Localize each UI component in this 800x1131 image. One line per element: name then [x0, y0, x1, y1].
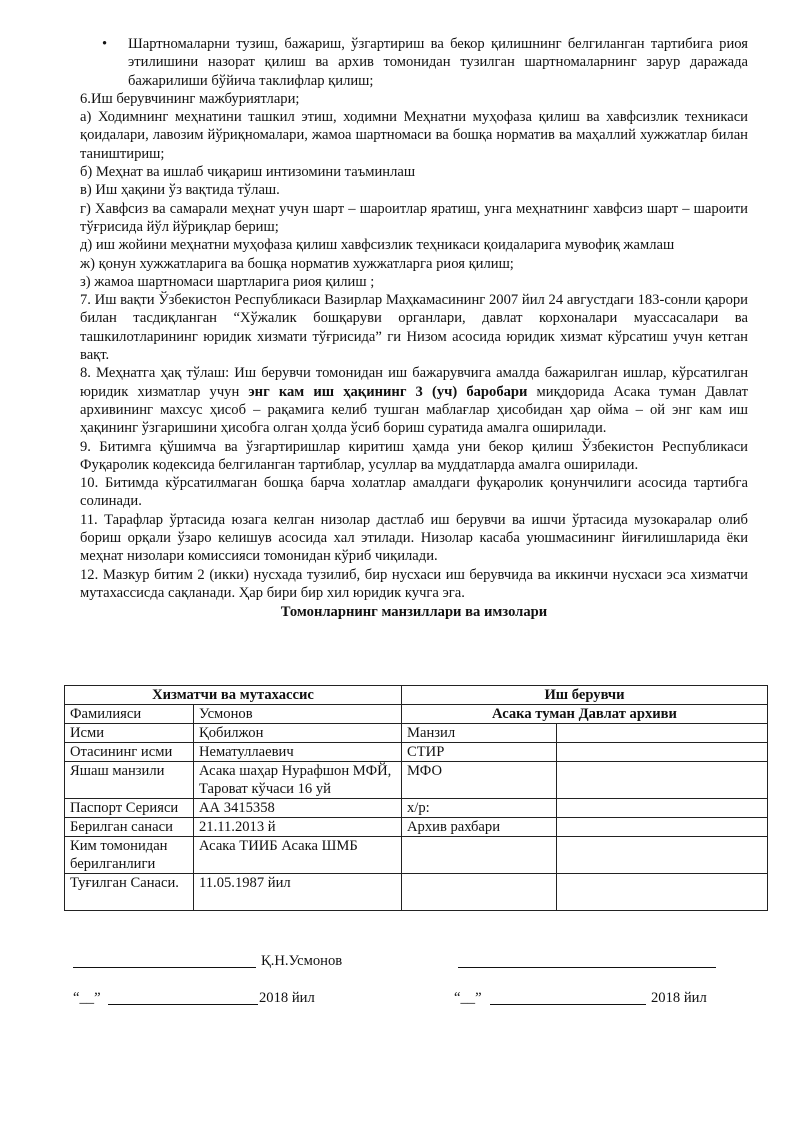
employer-name: Асака туман Давлат архиви: [402, 705, 768, 724]
employer-field-value: [557, 818, 768, 837]
table-row: [65, 799, 768, 818]
employer-field-value: [557, 762, 768, 799]
row-label: Отасининг исми: [65, 743, 194, 762]
right-date-day: “__”: [454, 990, 482, 1006]
row-label: Туғилган Санаси.: [65, 874, 194, 911]
section-8-text-end: миқдорида Асака туман Давлат архивининг махсус ҳисоб – рақамига келиб тушган маблағлар ҳисобидан ҳар ойма – ой энг кам иш ҳақининг ўзгаришини ҳисобга олган ҳолда ўсиб бориш суратида амалга оширилади.: [80, 383, 749, 437]
table-row: [65, 874, 768, 911]
row-value: Қобилжон: [194, 724, 402, 743]
employer-field-value: [557, 743, 768, 762]
section-6-v: в) Иш ҳақини ўз вақтида тўлаш.: [80, 182, 280, 199]
row-label: Паспорт Серияси: [65, 799, 194, 818]
section-8: [80, 364, 748, 437]
employer-field-label: [402, 874, 557, 911]
employer-field-label: Манзил: [402, 724, 557, 743]
section-6-g: г) Хавфсиз ва самарали меҳнат учун шарт – шароитлар яратиш, унга меҳнатнинг хавфсиз шарт – шароити тўғрисида йўл йўриқлар бериш;: [80, 200, 748, 235]
section-6-title: 6.Иш берувчининг мажбуриятлари;: [80, 90, 300, 107]
row-value: Асака шаҳар Нурафшон МФЙ, Тароват кўчаси 16 уй: [194, 762, 402, 799]
section-6-d: д) иш жойини меҳнатни муҳофаза қилиш хавфсизлик теҳникаси қоидаларига мувофиқ жамлаш: [80, 237, 675, 254]
employer-header: Иш берувчи: [402, 686, 768, 705]
bullet-item: [80, 35, 748, 90]
row-value: Асака ТИИБ Асака ШМБ: [194, 837, 402, 874]
employee-header: Хизматчи ва мутахассис: [65, 686, 402, 705]
section-7: 7. Иш вақти Ўзбекистон Республикаси Вазирлар Маҳкамасининг 2007 йил 24 августдаги 183-сонли қарори билан тасдиқланган “Хўжалик бошқаруви органлари, давлат корхоналари муассасалари ва ташкилотларининг юридик хизмати тўғрисида” ги Низом асосида юридик хизмат кўрсатиш учун кетган вақт.: [80, 292, 748, 364]
row-label: Ким томонидан берилганлиги: [65, 837, 194, 874]
section-8-bold-amount: энг кам иш ҳақининг 3 (уч) баробари: [248, 383, 528, 400]
addresses-title: Томонларнинг манзиллари ва имзолари: [280, 604, 548, 621]
section-6-b: б) Меҳнат ва ишлаб чиқариш интизомини таъминлаш: [80, 164, 416, 181]
employer-field-value: [557, 837, 768, 874]
section-11: 11. Тарафлар ўртасида юзага келган низолар дастлаб иш берувчи ва ишчи ўртасида музокаралар олиб бориш орқали ўзаро келишув асосида хал этилади. Низолар касаба уюшмасининг йиғилишларида ёки меҳнат низолари комиссияси томонидан кўриб чиқилади.: [80, 511, 748, 565]
employer-field-label: МФО: [402, 762, 557, 799]
section-6-a: а) Ходимнинг меҳнатини ташкил этиш, ходимни Меҳнатни муҳофаза қилиш ва хавфсизлик техникаси қоидалари, лавозим йўриқномалари, жамоа шартномаси ва бошқа норматив ва маҳаллий хужжатлар билан таништириш;: [80, 109, 748, 162]
table-row: [65, 762, 768, 799]
row-value: 21.11.2013 й: [194, 818, 402, 837]
row-value: АА 3415358: [194, 799, 402, 818]
employer-field-label: [402, 837, 557, 874]
section-10: 10. Битимда кўрсатилмаган бошқа барча холатлар амалдаги фуқаролик қонунчилиги асосида тартибга солинади.: [80, 475, 748, 510]
employer-signature-line: [458, 967, 716, 968]
row-value: Нематуллаевич: [194, 743, 402, 762]
section-9: 9. Битимга қўшимча ва ўзгартиришлар киритиш ҳамда уни бекор қилиш Ўзбекистон Республикаси Фуқаролик кодексида белгиланган тартиблар, усуллар ва муддатларда амалга оширилади.: [80, 438, 748, 473]
bullet-dot-icon: •: [102, 36, 108, 52]
row-label: Берилган санаси: [65, 818, 194, 837]
bullet-text: Шартномаларни тузиш, бажариш, ўзгартириш ва бекор қилишнинг белгиланган тартибига риоя этилишини назорат қилиш ва архив томонидан тузилган шартномаларнинг зарур даражада бажарилиши бўйича таклифлар қилиш;: [128, 36, 748, 89]
section-12: 12. Мазкур битим 2 (икки) нусхада тузилиб, бир нусхаси иш берувчида ва иккинчи нусхаси эса хизматчи мутахассисда сақланади. Ҳар бири бир хил юридик кучга эга.: [80, 566, 748, 601]
row-value: 11.05.1987 йил: [194, 874, 402, 911]
table-row: [65, 818, 768, 837]
employer-field-value: [557, 724, 768, 743]
section-8-text-start: 8. Меҳнатга ҳақ тўлаш: Иш берувчи томонидан иш бажарувчига амалда бажарилган ишлар, кўрсатилган юридик хизматлар учун: [80, 365, 748, 400]
employee-signature-line: [73, 967, 256, 968]
table-row: [65, 743, 768, 762]
employer-field-value: [557, 874, 768, 911]
row-label: Исми: [65, 724, 194, 743]
row-label: Фамилияси: [65, 705, 194, 724]
row-label: Яшаш манзили: [65, 762, 194, 799]
employer-field-label: СТИР: [402, 743, 557, 762]
employer-field-value: [557, 799, 768, 818]
employee-signature-name: Қ.Н.Усмонов: [261, 953, 343, 969]
section-6-z: з) жамоа шартномаси шартларига риоя қилиш ;: [80, 273, 375, 290]
document-body: [80, 35, 748, 622]
employer-field-label: Архив рахбари: [402, 818, 557, 837]
employer-field-label: х/р:: [402, 799, 557, 818]
right-date-year: 2018 йил: [651, 990, 707, 1006]
section-6-zh: ж) қонун хужжатларига ва бошқа норматив хужжатларга риоя қилиш;: [80, 255, 514, 272]
row-value: Усмонов: [194, 705, 402, 724]
left-date-month-line: [108, 1004, 258, 1005]
table-header-row: [65, 686, 768, 705]
table-row: [65, 724, 768, 743]
right-date-month-line: [490, 1004, 646, 1005]
table-row: [65, 705, 768, 724]
parties-table: [64, 685, 768, 911]
table-row: [65, 837, 768, 874]
left-date-day: “__”: [73, 990, 101, 1006]
left-date-year: 2018 йил: [259, 990, 315, 1006]
